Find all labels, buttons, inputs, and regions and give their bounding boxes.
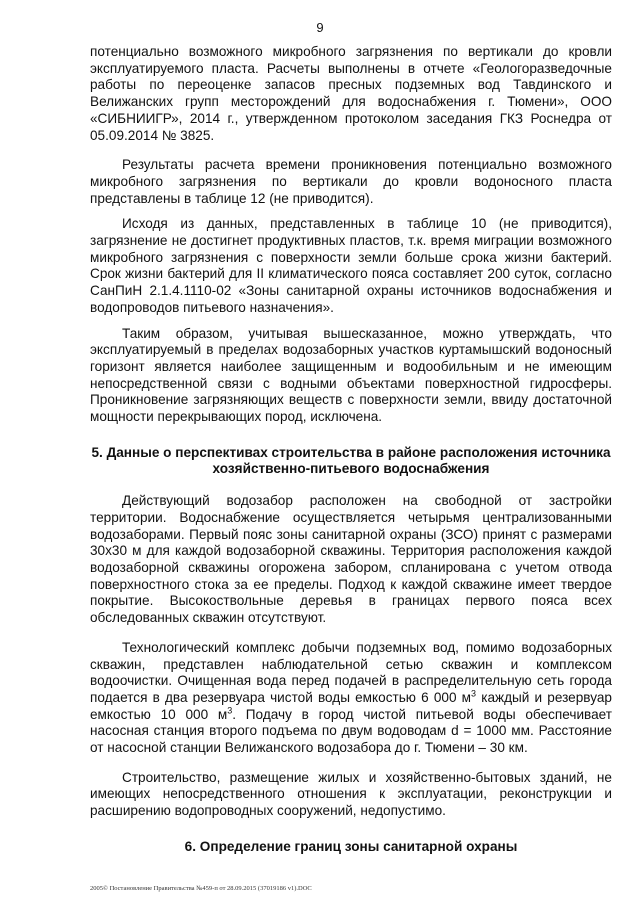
paragraph-continuation: потенциально возможного микробного загрязнения по вертикали до кровли эксплуатируемого пласта. Расчеты выполнены в отчете «Геологоразведочные работы по переоценке запасов пресных подземных вод Тавдинского и Велижанских групп месторождений для водоснабжения г. Тюмени», ООО «СИБНИИГР», 2014 г., утвержденном протоколом заседания ГКЗ Роснедра от 05.09.2014 № 3825. [90, 44, 612, 143]
text-segment: . Подачу в город чистой питьевой воды обеспечивает насосная станция второго подъема по двум водоводам d = 1000 мм. Расстояние от насосной станции Велижанского водозабора до г. Тюмени – 30 км. [90, 706, 612, 756]
paragraph-bacteria-lifetime: Исходя из данных, представленных в таблице 10 (не приводится), загрязнение не достигнет продуктивных пластов, т.к. время миграции возможного микробного загрязнения с поверхности земли больше срока жизни бактерий. Срок жизни бактерий для II климатического пояса составляет 200 суток, согласно СанПиН 2.1.4.1110-02 «Зоны санитарной охраны источников водоснабжения и водопроводов питьевого назначения». [90, 216, 612, 315]
superscript: 3 [471, 688, 477, 699]
document-footer: 2005© Постановление Правительства №459-п от 28.09.2015 (37019186 v1).DOC [90, 885, 312, 892]
section-5-heading: 5. Данные о перспективах строительства в районе расположения источника хозяйственно-питьевого водоснабжения [91, 444, 611, 477]
paragraph-calculation-results: Результаты расчета времени проникновения потенциально возможного микробного загрязнения по вертикали до кровли водоносного пласта представлены в таблице 12 (не приводится). [90, 157, 612, 206]
text-segment: Технологический комплекс добычи подземных вод, помимо водозаборных скважин, представлен наблюдательной сетью скважин и комплексом водоочистки. Очищенная вода перед подачей в распределительную сеть города подается в два резервуара чистой воды емкостью 6 000 м [90, 639, 612, 705]
paragraph-technological-complex [90, 640, 612, 757]
section-6-heading: 6. Определение границ зоны санитарной охраны [184, 838, 518, 854]
document-body [90, 44, 612, 871]
paragraph-water-intake: Действующий водозабор расположен на свободной от застройки территории. Водоснабжение осуществляется четырьмя централизованными водозаборами. Первый пояс зоны санитарной охраны (ЗСО) принят с размерами 30х30 м для каждой водозаборной скважины. Территория расположения каждой водозаборной скважины огорожена забором, спланирована с учетом отвода поверхностного стока за ее пределы. Подход к каждой скважине имеет твердое покрытие. Высокоствольные деревья в границах первого пояса всех обследованных скважин отсутствуют. [90, 493, 612, 626]
paragraph-conclusion: Таким образом, учитывая вышесказанное, можно утверждать, что эксплуатируемый в пределах водозаборных участков куртамышский водоносный горизонт является наиболее защищенным и водообильным и не имеющим непосредственной связи с водными объектами поверхностной гидросферы. Проникновение загрязняющих веществ с поверхности земли, ввиду достаточной мощности перекрывающих пород, исключена. [90, 325, 612, 425]
paragraph-construction-restriction: Строительство, размещение жилых и хозяйственно-бытовых зданий, не имеющих непосредственного отношения к эксплуатации, реконструкции и расширению водопроводных сооружений, недопустимо. [90, 769, 612, 819]
page-number: 9 [316, 20, 324, 35]
superscript: 3 [227, 705, 233, 716]
text-segment: каждый и резервуар емкостью 10 000 м [90, 689, 612, 722]
